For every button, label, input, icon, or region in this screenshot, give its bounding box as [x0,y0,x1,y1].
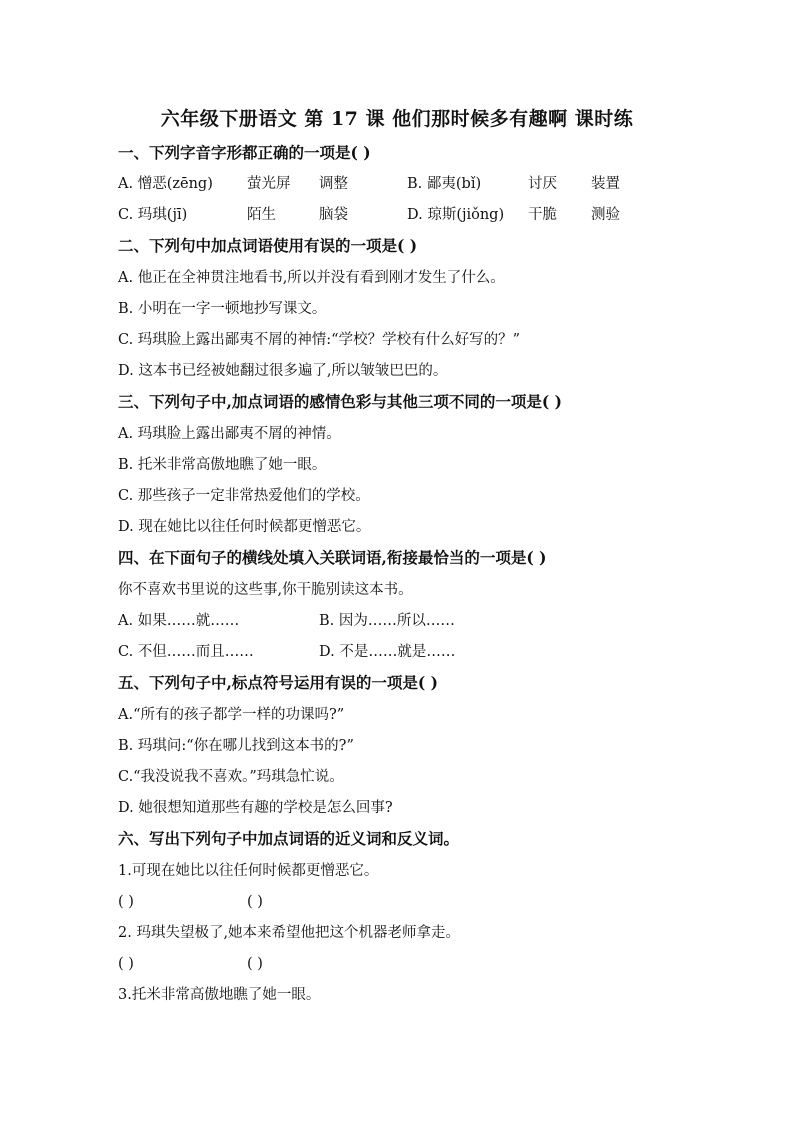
q1-option-d-word3: 测验 [591,207,620,223]
q6-item-2-synonym-blank: ( ) [118,956,134,972]
q4-heading: 四、在下面句子的横线处填入关联词语,衔接最恰当的一项是( ) [118,548,547,567]
q1-option-a-word3: 调整 [319,176,348,192]
q1-option-a-word2: 萤光屏 [247,176,291,192]
q1-option-d-word2: 干脆 [528,207,557,223]
q2-heading: 二、下列句中加点词语使用有误的一项是( ) [118,236,418,255]
q1-option-b-word1: B. 鄙夷(bǐ) [407,176,482,192]
q2-option-c: C. 玛琪脸上露出鄙夷不屑的神情:“学校？学校有什么好写的？” [118,332,521,348]
q6-item-2: 2. 玛琪失望极了,她本来希望他把这个机器老师拿走。 [118,925,461,941]
q2-option-b: B. 小明在一字一顿地抄写课文。 [118,301,327,317]
q6-item-3: 3.托米非常高傲地瞧了她一眼。 [118,987,321,1003]
q3-option-c: C. 那些孩子一定非常热爱他们的学校。 [118,488,370,504]
q1-option-c-word3: 脑袋 [319,207,348,223]
q5-option-c: C.“我没说我不喜欢。”玛琪急忙说。 [118,769,344,785]
q1-option-b-word2: 讨厌 [528,176,557,192]
q3-option-d: D. 现在她比以往任何时候都更憎恶它。 [118,519,371,535]
q1-option-c-word2: 陌生 [247,207,276,223]
q1-heading: 一、下列字音字形都正确的一项是( ) [118,143,371,162]
q6-item-1-antonym-blank: ( ) [247,894,263,910]
q1-option-a-word1: A. 憎恶(zēng) [118,176,213,192]
q4-option-a: A. 如果……就…… [118,613,240,629]
q6-item-1-synonym-blank: ( ) [118,894,134,910]
q2-option-a: A. 他正在全神贯注地看书,所以并没有看到刚才发生了什么。 [118,270,505,286]
q3-heading: 三、下列句子中,加点词语的感情色彩与其他三项不同的一项是( ) [118,392,562,411]
q5-heading: 五、下列句子中,标点符号运用有误的一项是( ) [118,673,438,692]
q4-option-c: C. 不但……而且…… [118,644,254,660]
q5-option-b: B. 玛琪问:“你在哪儿找到这本书的?” [118,738,354,754]
q6-item-2-antonym-blank: ( ) [247,956,263,972]
q4-option-d: D. 不是……就是…… [319,644,456,660]
q1-option-d-word1: D. 琼斯(jiǒng) [407,207,505,223]
q6-heading: 六、写出下列句子中加点词语的近义词和反义词。 [118,829,460,848]
q1-option-b-word3: 装置 [591,176,620,192]
q4-option-b: B. 因为……所以…… [319,613,455,629]
q3-option-b: B. 托米非常高傲地瞧了她一眼。 [118,457,327,473]
q5-option-d: D. 她很想知道那些有趣的学校是怎么回事? [118,800,393,816]
q6-item-1: 1.可现在她比以往任何时候都更憎恶它。 [118,863,379,879]
q3-option-a: A. 玛琪脸上露出鄙夷不屑的神情。 [118,426,341,442]
q5-option-a: A.“所有的孩子都学一样的功课吗?” [118,707,345,723]
q1-option-c-word1: C. 玛琪(jī) [118,207,188,223]
page-title: 六年级下册语文 第 17 课 他们那时候多有趣啊 课时练 [160,108,634,130]
q4-sentence: 你不喜欢书里说的这些事,你干脆别读这本书。 [118,582,413,598]
q2-option-d: D. 这本书已经被她翻过很多遍了,所以皱皱巴巴的。 [118,363,448,379]
